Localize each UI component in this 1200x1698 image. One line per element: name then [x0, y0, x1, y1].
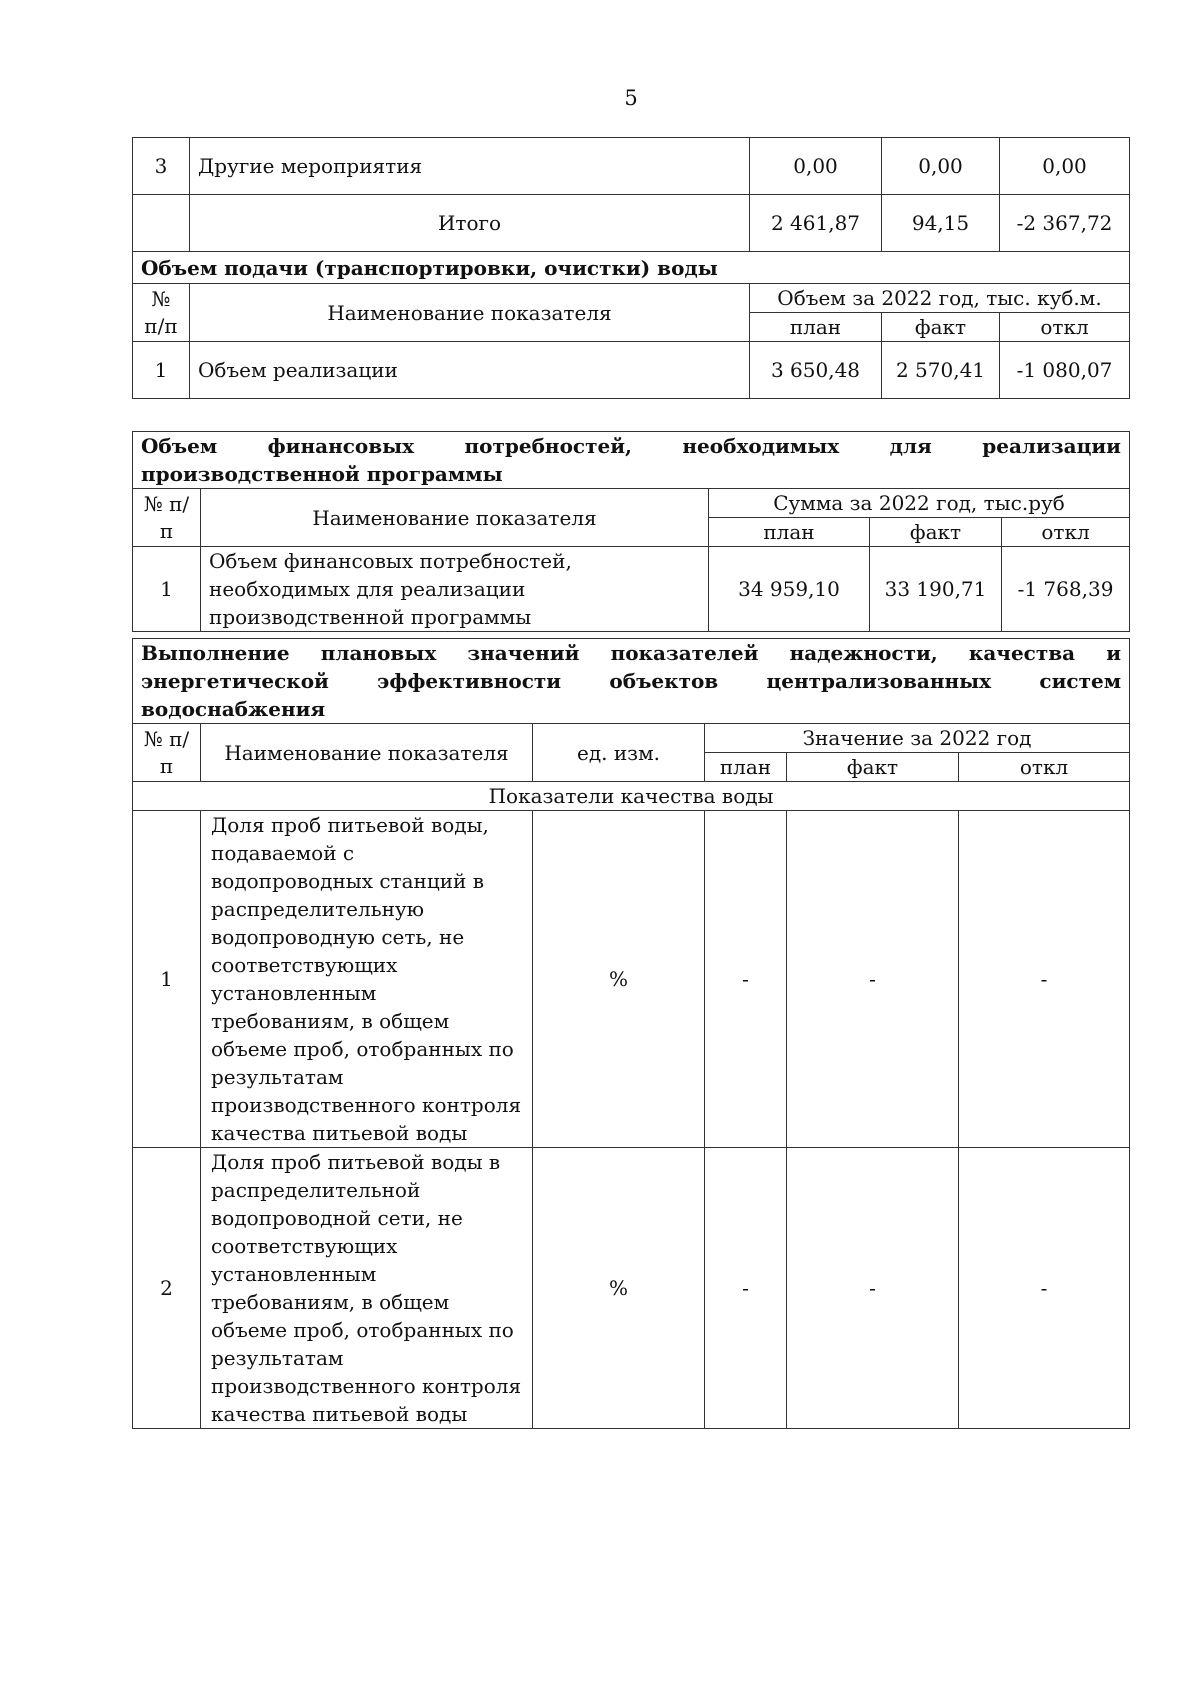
plan-value: 0,00 — [750, 138, 882, 195]
header-plan: план — [705, 753, 787, 782]
row-name: Доля проб питьевой воды в распределительной водопроводной сети, не соответствующих установленным требованиям, в общем объеме проб, отобранных по результатам производственного контроля качества питьевой воды — [201, 1148, 533, 1429]
fact-value: 33 190,71 — [870, 547, 1002, 632]
deviation-value: - — [959, 1148, 1130, 1429]
header-deviation: откл — [1000, 313, 1130, 342]
water-volume-table — [132, 137, 1130, 399]
financial-needs-table — [132, 431, 1130, 632]
row-number: 1 — [133, 342, 190, 399]
subsection-title: Показатели качества воды — [133, 782, 1130, 811]
deviation-value: -2 367,72 — [1000, 195, 1130, 252]
table-row — [133, 811, 1130, 1148]
header-num: № п/п — [133, 724, 201, 782]
header-num: № п/п — [133, 489, 201, 547]
deviation-value: -1 768,39 — [1002, 547, 1130, 632]
header-unit: ед. изм. — [533, 724, 705, 782]
header-name: Наименование показателя — [190, 284, 750, 342]
fact-value: 0,00 — [882, 138, 1000, 195]
header-deviation: откл — [959, 753, 1130, 782]
section-title: Объем подачи (транспортировки, очистки) воды — [133, 252, 1130, 284]
quality-indicators-table — [132, 638, 1130, 1429]
page-number: 5 — [624, 86, 638, 110]
deviation-value: - — [959, 811, 1130, 1148]
header-plan: план — [709, 518, 870, 547]
fact-value: - — [787, 1148, 959, 1429]
table-row — [133, 547, 1130, 632]
table-row — [133, 1148, 1130, 1429]
header-fact: факт — [870, 518, 1002, 547]
row-number: 2 — [133, 1148, 201, 1429]
deviation-value: -1 080,07 — [1000, 342, 1130, 399]
row-name: Объем реализации — [190, 342, 750, 399]
header-group: Объем за 2022 год, тыс. куб.м. — [750, 284, 1130, 313]
table-row — [133, 138, 1130, 195]
header-name: Наименование показателя — [201, 724, 533, 782]
table-row-total — [133, 195, 1130, 252]
plan-value: 34 959,10 — [709, 547, 870, 632]
table-row — [133, 342, 1130, 399]
header-group: Сумма за 2022 год, тыс.руб — [709, 489, 1130, 518]
fact-value: - — [787, 811, 959, 1148]
row-name: Итого — [190, 195, 750, 252]
unit-value: % — [533, 1148, 705, 1429]
header-fact: факт — [882, 313, 1000, 342]
row-name: Другие мероприятия — [190, 138, 750, 195]
header-group: Значение за 2022 год — [705, 724, 1130, 753]
deviation-value: 0,00 — [1000, 138, 1130, 195]
plan-value: - — [705, 1148, 787, 1429]
plan-value: 3 650,48 — [750, 342, 882, 399]
header-name: Наименование показателя — [201, 489, 709, 547]
section-title: Выполнение плановых значений показателей надежности, качества и энергетической эффективности объектов централизованных систем водоснабжения — [133, 639, 1130, 724]
row-name: Объем финансовых потребностей, необходимых для реализации производственной программы — [201, 547, 709, 632]
plan-value: 2 461,87 — [750, 195, 882, 252]
row-number: 1 — [133, 547, 201, 632]
unit-value: % — [533, 811, 705, 1148]
row-number: 1 — [133, 811, 201, 1148]
section-title: Объем финансовых потребностей, необходимых для реализации производственной программы — [133, 432, 1130, 489]
header-deviation: откл — [1002, 518, 1130, 547]
plan-value: - — [705, 811, 787, 1148]
header-num: № п/п — [133, 284, 190, 342]
fact-value: 2 570,41 — [882, 342, 1000, 399]
row-number: 3 — [133, 138, 190, 195]
row-number — [133, 195, 190, 252]
fact-value: 94,15 — [882, 195, 1000, 252]
header-plan: план — [750, 313, 882, 342]
header-fact: факт — [787, 753, 959, 782]
row-name: Доля проб питьевой воды, подаваемой с водопроводных станций в распределительную водопроводную сеть, не соответствующих установленным требованиям, в общем объеме проб, отобранных по результатам производственного контроля качества питьевой воды — [201, 811, 533, 1148]
